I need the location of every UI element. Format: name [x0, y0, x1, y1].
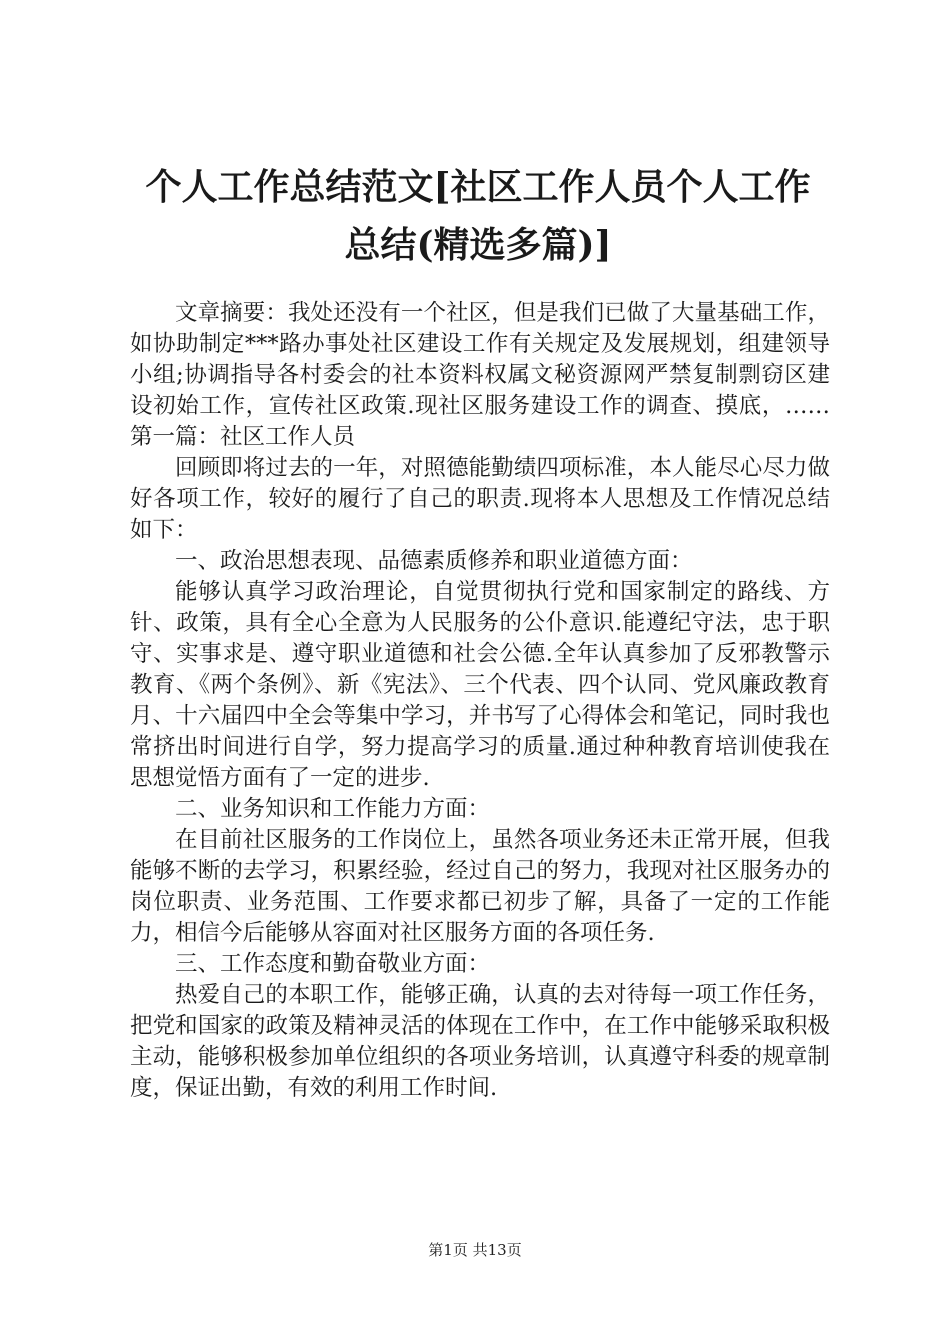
- paragraph-attitude: 热爱自己的本职工作，能够正确，认真的去对待每一项工作任务，把党和国家的政策及精神灵活的体现在工作中，在工作中能够采取积极主动，能够积极参加单位组织的各项业务培训，认真遵守科委的规章制度，保证出勤，有效的利用工作时间.: [130, 982, 830, 1101]
- section-heading-business: 二、业务知识和工作能力方面：: [175, 796, 491, 822]
- paragraph-abstract: 文章摘要：我处还没有一个社区，但是我们已做了大量基础工作，如协助制定***路办事处社区建设工作有关规定及发展规划，组建领导小组;协调指导各村委会的社本资料权属文秘资源网严禁复制剽窃区建设初始工作，宣传社区政策.现社区服务建设工作的调查、摸底，……第一篇：社区工作人员: [130, 300, 830, 450]
- document-title: 个人工作总结范文[社区工作人员个人工作总结(精选多篇)]: [145, 166, 811, 266]
- document-body: [130, 298, 830, 1104]
- page-footer: 第1页 共13页: [428, 1241, 522, 1259]
- paragraph-business: 在目前社区服务的工作岗位上，虽然各项业务还未正常开展，但我能够不断的去学习，积累经验，经过自己的努力，我现对社区服务办的岗位职责、业务范围、工作要求都已初步了解，具备了一定的工作能力，相信今后能够从容面对社区服务方面的各项任务.: [130, 827, 830, 946]
- paragraph-political: 能够认真学习政治理论，自觉贯彻执行党和国家制定的路线、方针、政策，具有全心全意为人民服务的公仆意识.能遵纪守法，忠于职守、实事求是、遵守职业道德和社会公德.全年认真参加了反邪教警示教育、《两个条例》、新《宪法》、三个代表、四个认同、党风廉政教育月、十六届四中全会等集中学习，并书写了心得体会和笔记，同时我也常挤出时间进行自学，努力提高学习的质量.通过种种教育培训使我在思想觉悟方面有了一定的进步.: [130, 579, 830, 791]
- paragraph-intro: 回顾即将过去的一年，对照德能勤绩四项标准，本人能尽心尽力做好各项工作，较好的履行了自己的职责.现将本人思想及工作情况总结如下：: [130, 455, 830, 543]
- section-heading-attitude: 三、工作态度和勤奋敬业方面：: [175, 951, 491, 977]
- section-heading-political: 一、政治思想表现、品德素质修养和职业道德方面：: [175, 548, 693, 574]
